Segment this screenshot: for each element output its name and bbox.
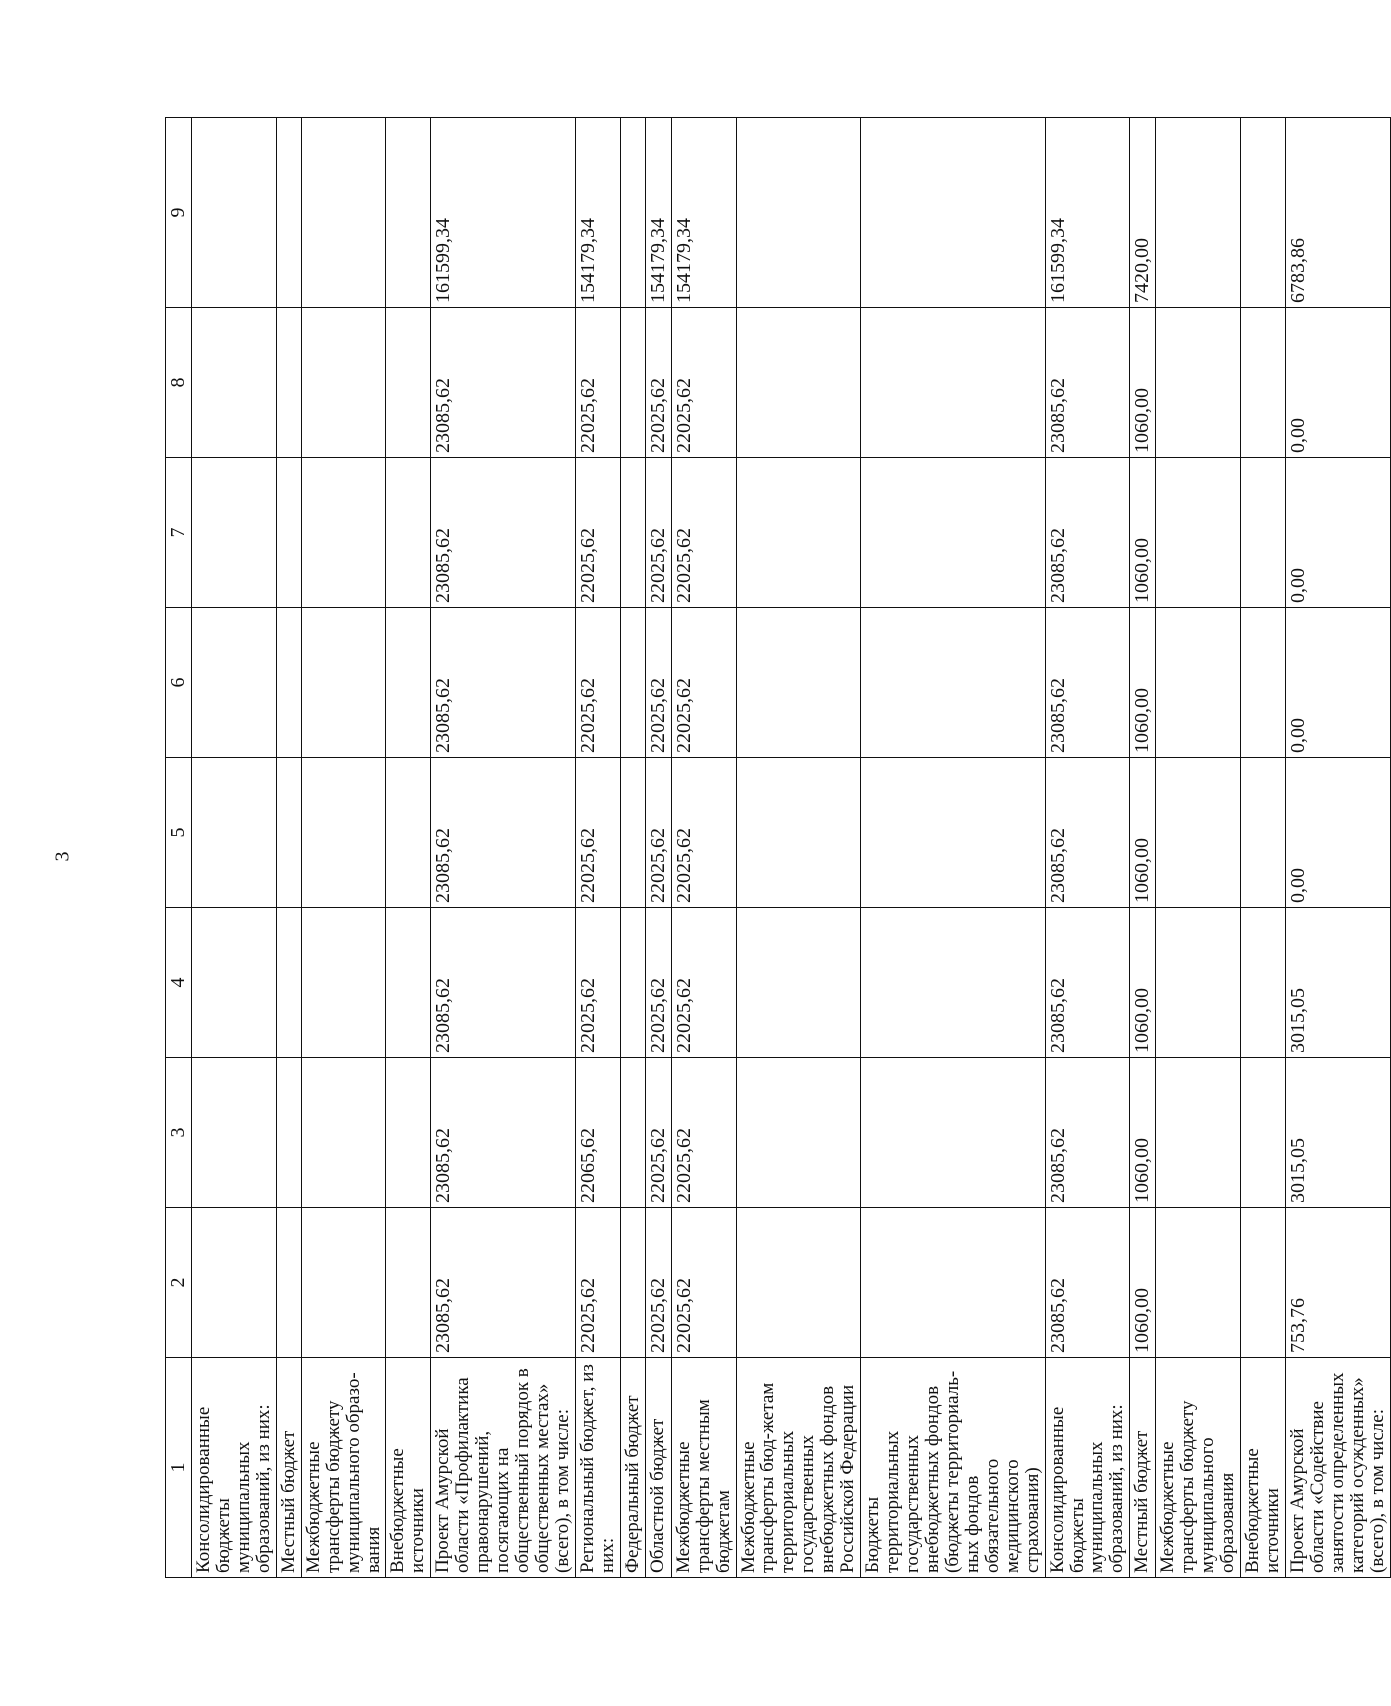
- row-value: [861, 608, 1045, 758]
- row-value: [736, 118, 861, 308]
- row-value: [192, 118, 277, 308]
- row-value: [1156, 758, 1241, 908]
- row-value: [276, 1208, 301, 1358]
- row-label: Местный бюджет: [1130, 1358, 1156, 1578]
- row-value: [620, 1208, 645, 1358]
- row-value: [736, 758, 861, 908]
- column-header: 4: [166, 908, 192, 1058]
- row-value: [1241, 308, 1286, 458]
- row-value: [192, 758, 277, 908]
- row-value: 23085,62: [431, 608, 576, 758]
- row-value: [861, 118, 1045, 308]
- row-value: 22025,62: [575, 758, 620, 908]
- row-value: 23085,62: [1045, 908, 1130, 1058]
- row-value: 23085,62: [1045, 308, 1130, 458]
- row-value: 1060,00: [1130, 608, 1156, 758]
- row-value: [861, 458, 1045, 608]
- row-value: [1241, 118, 1286, 308]
- row-value: 22065,62: [575, 1058, 620, 1208]
- row-value: 22025,62: [645, 758, 671, 908]
- row-value: [861, 758, 1045, 908]
- row-value: [861, 1208, 1045, 1358]
- row-value: [1156, 118, 1241, 308]
- row-value: [276, 608, 301, 758]
- row-value: 22025,62: [645, 1208, 671, 1358]
- row-label: Межбюджетные трансферты местным бюджетам: [671, 1358, 736, 1578]
- column-header: 9: [166, 118, 192, 308]
- column-header: 7: [166, 458, 192, 608]
- row-value: 161599,34: [1045, 118, 1130, 308]
- row-value: [736, 458, 861, 608]
- row-value: 23085,62: [1045, 458, 1130, 608]
- row-value: [301, 608, 386, 758]
- row-value: 0,00: [1285, 308, 1390, 458]
- row-value: 1060,00: [1130, 1058, 1156, 1208]
- table-row: [645, 118, 671, 1578]
- row-value: [1156, 908, 1241, 1058]
- row-value: [301, 908, 386, 1058]
- row-value: 22025,62: [671, 1208, 736, 1358]
- row-label: Внебюджетные источники: [386, 1358, 431, 1578]
- row-value: [736, 1058, 861, 1208]
- row-value: 22025,62: [671, 458, 736, 608]
- row-label: Областной бюджет: [645, 1358, 671, 1578]
- row-value: 1060,00: [1130, 908, 1156, 1058]
- row-value: [386, 1208, 431, 1358]
- row-value: [301, 118, 386, 308]
- row-value: [620, 1058, 645, 1208]
- row-value: [386, 458, 431, 608]
- row-label: Проект Амурской области «Профилактика правонарушений, посягающих на общественный порядок в общественных местах» (всего), в том числе:: [431, 1358, 576, 1578]
- row-value: 22025,62: [645, 308, 671, 458]
- row-value: [620, 308, 645, 458]
- row-value: 22025,62: [645, 908, 671, 1058]
- row-value: 22025,62: [575, 1208, 620, 1358]
- row-value: 23085,62: [431, 758, 576, 908]
- row-label: Межбюджетные трансферты бюджету муниципального образо-вания: [301, 1358, 386, 1578]
- row-value: 3015,05: [1285, 908, 1390, 1058]
- row-value: 1060,00: [1130, 758, 1156, 908]
- row-value: 22025,62: [645, 1058, 671, 1208]
- column-header: 1: [166, 1358, 192, 1578]
- table-row: [301, 118, 386, 1578]
- table-row: [1285, 118, 1390, 1578]
- row-label: Бюджеты территориальных государственных внебюджетных фондов (бюджеты территориаль-ных фондов обязательного медицинского страхования): [861, 1358, 1045, 1578]
- row-value: [192, 1208, 277, 1358]
- table-row: [276, 118, 301, 1578]
- column-header: 8: [166, 308, 192, 458]
- row-value: [192, 608, 277, 758]
- row-value: [736, 308, 861, 458]
- row-value: [736, 908, 861, 1058]
- row-value: 23085,62: [431, 1058, 576, 1208]
- row-value: [620, 118, 645, 308]
- row-value: [736, 608, 861, 758]
- row-label: Консолидированные бюджеты муниципальных образований, из них:: [192, 1358, 277, 1578]
- row-value: [861, 308, 1045, 458]
- row-value: 22025,62: [575, 908, 620, 1058]
- row-label: Федеральный бюджет: [620, 1358, 645, 1578]
- row-value: 753,76: [1285, 1208, 1390, 1358]
- row-label: Межбюджетные трансферты бюджету муниципального образования: [1156, 1358, 1241, 1578]
- row-value: [192, 458, 277, 608]
- row-value: [386, 608, 431, 758]
- row-value: [1156, 1208, 1241, 1358]
- row-label: Проект Амурской области «Содействие занятости определенных категорий осужденных» (всего), в том числе:: [1285, 1358, 1390, 1578]
- row-value: 22025,62: [671, 908, 736, 1058]
- row-value: 23085,62: [431, 308, 576, 458]
- budget-table: [165, 117, 1391, 1578]
- row-value: [192, 908, 277, 1058]
- table-header-row: [166, 118, 192, 1578]
- row-value: [861, 908, 1045, 1058]
- row-value: [386, 1058, 431, 1208]
- table-row: [1045, 118, 1130, 1578]
- page-number: 3: [51, 851, 74, 862]
- table-row: [575, 118, 620, 1578]
- row-value: [1156, 1058, 1241, 1208]
- row-value: [386, 908, 431, 1058]
- row-value: [1241, 458, 1286, 608]
- row-value: 23085,62: [431, 1208, 576, 1358]
- row-value: [736, 1208, 861, 1358]
- row-value: [386, 118, 431, 308]
- row-value: 6783,86: [1285, 118, 1390, 308]
- column-header: 2: [166, 1208, 192, 1358]
- row-value: [620, 458, 645, 608]
- row-value: 23085,62: [1045, 758, 1130, 908]
- row-label: Местный бюджет: [276, 1358, 301, 1578]
- row-value: [301, 758, 386, 908]
- row-value: [1241, 908, 1286, 1058]
- row-value: 22025,62: [575, 608, 620, 758]
- row-value: [301, 308, 386, 458]
- row-value: 22025,62: [671, 758, 736, 908]
- row-value: 23085,62: [1045, 1208, 1130, 1358]
- row-value: 1060,00: [1130, 308, 1156, 458]
- row-value: [192, 308, 277, 458]
- row-value: [1241, 1208, 1286, 1358]
- row-value: [861, 1058, 1045, 1208]
- row-value: [1156, 308, 1241, 458]
- row-value: 22025,62: [575, 308, 620, 458]
- table-row: [736, 118, 861, 1578]
- row-value: [1156, 458, 1241, 608]
- row-value: [276, 908, 301, 1058]
- row-value: [1241, 608, 1286, 758]
- row-value: 161599,34: [431, 118, 576, 308]
- row-value: [301, 458, 386, 608]
- row-value: [620, 758, 645, 908]
- row-value: 154179,34: [671, 118, 736, 308]
- row-value: [1156, 608, 1241, 758]
- row-value: [1241, 758, 1286, 908]
- row-value: 7420,00: [1130, 118, 1156, 308]
- table-row: [192, 118, 277, 1578]
- row-value: 0,00: [1285, 458, 1390, 608]
- table-row: [1241, 118, 1286, 1578]
- row-value: [276, 458, 301, 608]
- table-row: [386, 118, 431, 1578]
- row-value: 1060,00: [1130, 458, 1156, 608]
- row-value: [276, 758, 301, 908]
- row-value: [192, 1058, 277, 1208]
- row-value: 22025,62: [645, 458, 671, 608]
- row-value: 1060,00: [1130, 1208, 1156, 1358]
- row-value: 3015,05: [1285, 1058, 1390, 1208]
- row-label: Межбюджетные трансферты бюд-жетам территориальных государственных внебюджетных фондов Российской Федерации: [736, 1358, 861, 1578]
- row-value: 22025,62: [645, 608, 671, 758]
- table-row: [620, 118, 645, 1578]
- row-value: [276, 308, 301, 458]
- row-value: 22025,62: [671, 608, 736, 758]
- row-label: Консолидированные бюджеты муниципальных образований, из них:: [1045, 1358, 1130, 1578]
- row-value: [276, 118, 301, 308]
- row-value: [1241, 1058, 1286, 1208]
- column-header: 3: [166, 1058, 192, 1208]
- row-value: [301, 1208, 386, 1358]
- row-value: 154179,34: [575, 118, 620, 308]
- row-value: [620, 608, 645, 758]
- table-row: [1130, 118, 1156, 1578]
- row-value: 23085,62: [1045, 1058, 1130, 1208]
- table-row: [671, 118, 736, 1578]
- row-value: [620, 908, 645, 1058]
- row-value: 22025,62: [575, 458, 620, 608]
- column-header: 5: [166, 758, 192, 908]
- table-row: [861, 118, 1045, 1578]
- row-value: [386, 758, 431, 908]
- row-value: [386, 308, 431, 458]
- row-value: 0,00: [1285, 608, 1390, 758]
- column-header: 6: [166, 608, 192, 758]
- table-row: [1156, 118, 1241, 1578]
- row-value: 154179,34: [645, 118, 671, 308]
- row-value: 22025,62: [671, 1058, 736, 1208]
- row-value: [301, 1058, 386, 1208]
- table-row: [431, 118, 576, 1578]
- row-value: 0,00: [1285, 758, 1390, 908]
- row-label: Региональный бюджет, из них:: [575, 1358, 620, 1578]
- row-value: 23085,62: [1045, 608, 1130, 758]
- row-label: Внебюджетные источники: [1241, 1358, 1286, 1578]
- row-value: 22025,62: [671, 308, 736, 458]
- rotated-table-container: [165, 118, 1388, 1578]
- row-value: 23085,62: [431, 908, 576, 1058]
- row-value: [276, 1058, 301, 1208]
- row-value: 23085,62: [431, 458, 576, 608]
